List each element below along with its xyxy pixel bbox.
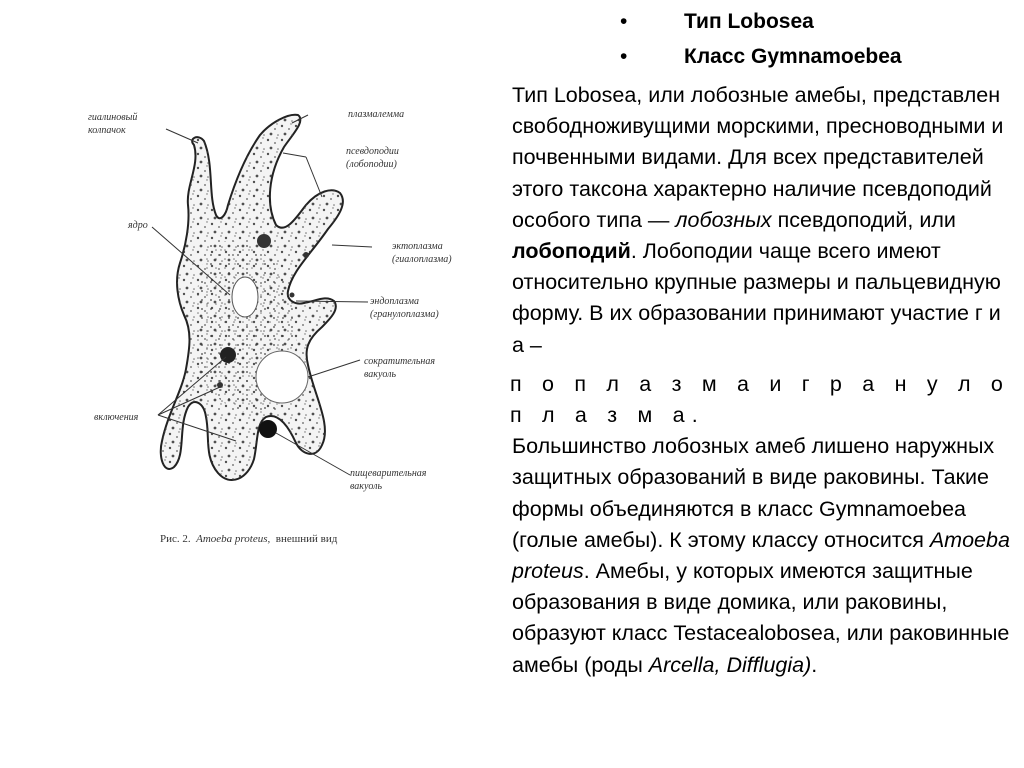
nucleus	[232, 277, 258, 317]
bullet-class-gymnamoebea: • Класс Gymnamoebea	[620, 43, 1020, 78]
paragraph-gymnamoebea: Большинство лобозных амеб лишено наружных защитных образований в виде раковины. Такие формы объединяются в класс Gymnamoebea (голые амебы). К этому классу относится Amoeba proteus. Амебы, у которых имеются защитные образования в виде домика, или раковины, образуют класс Testacealobosea, или раковинные амебы (роды Arcella, Difflugia).	[512, 434, 1010, 677]
label-endoplasm: эндоплазма (гранулоплазма)	[370, 296, 439, 320]
spaced-line: п о п л а з м а и г р а н у л о п л а з м а.	[510, 371, 1011, 428]
figure-caption: Рис. 2. Amoeba proteus, внешний вид	[160, 533, 338, 545]
label-digestive-vacuole: пищеварительная вакуоль	[350, 468, 427, 492]
food-vacuole	[257, 234, 271, 248]
label-nucleus: ядро	[128, 220, 148, 231]
label-hyaline-cap: гиалиновый колпачок	[88, 112, 138, 136]
label-inclusions: включения	[94, 412, 139, 423]
amoeba-figure	[70, 95, 470, 565]
bullet-list	[620, 8, 1020, 78]
contractile-vacuole	[256, 351, 308, 403]
label-plasmalemma: плазмалемма	[348, 109, 405, 120]
body-text	[512, 80, 1017, 681]
paragraph-lobosea: Тип Lobosea, или лобозные амебы, представлен свободноживущими морскими, пресноводными и почвенными видами. Для всех представителей этого таксона характерно наличие псевдоподий особого типа — лобозных псевдоподий, или лобоподий. Лобоподии чаще всего имеют относительно крупные размеры и пальцевидную форму. В их образовании принимают участие г и а –	[512, 83, 1004, 357]
bullet-type-lobosea: • Тип Lobosea	[620, 8, 1020, 43]
label-contractile-vacuole: сократительная вакуоль	[364, 356, 436, 380]
label-ectoplasm: эктоплазма (гиалоплазма)	[392, 241, 452, 265]
label-pseudopodia: псевдоподии (лобоподии)	[346, 146, 399, 170]
digestive-vacuole	[259, 420, 277, 438]
